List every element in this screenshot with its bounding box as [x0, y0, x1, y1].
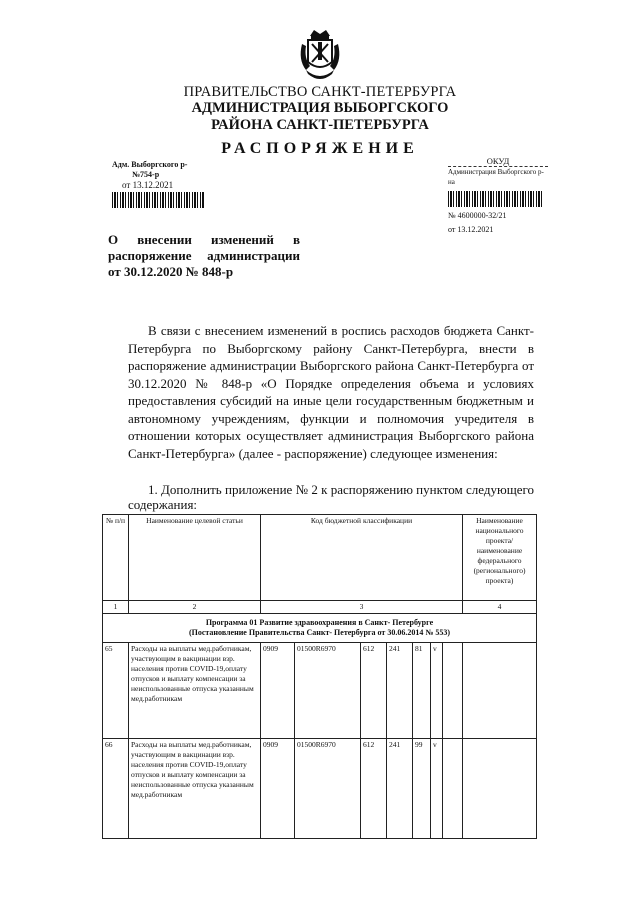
row-project: [463, 739, 537, 839]
row-num: 66: [103, 739, 129, 839]
registration-stamp-right: [448, 156, 548, 235]
row-empty: [443, 739, 463, 839]
table-program-row: [103, 614, 537, 643]
row-code-section: 0909: [261, 643, 295, 739]
government-title: ПРАВИТЕЛЬСТВО САНКТ-ПЕТЕРБУРГА: [183, 84, 457, 100]
administration-title-line2: РАЙОНА САНКТ-ПЕТЕРБУРГА: [211, 117, 429, 133]
table-header-row: [103, 515, 537, 601]
registration-stamp-left: [112, 160, 232, 208]
header-code: Код бюджетной классификации: [261, 515, 463, 601]
row-num: 65: [103, 643, 129, 739]
barcode-left: [112, 192, 204, 208]
stamp-org: Адм. Выборгского р-: [112, 160, 188, 169]
body-paragraph-text: В связи с внесением изменений в роспись расходов бюджета Санкт-Петербурга по Выборгскому району Санкт-Петербурга, внести в распоряжение администрации Выборгского района Санкт-Петербурга от 30.12.2020 № 848-р «О Порядке определения объема и условиях предоставления субсидий на иные цели государственным бюджетным и автономному учреждениям, функции и полномочия учредителя в отношении которых осуществляет администрация Выборгского района Санкт-Петербурга» (далее - распоряжение) следующее изменения:: [128, 323, 534, 461]
table-row: [103, 739, 537, 839]
okud-label: ОКУД: [486, 156, 510, 166]
program-title-line2: (Постановление Правительства Санкт- Петербурга от 30.06.2014 № 553): [188, 628, 451, 637]
row-empty: [443, 643, 463, 739]
okud-number: № 4600000-32/21: [448, 211, 507, 220]
row-code-sub: 99: [413, 739, 431, 839]
administration-title-line1: АДМИНИСТРАЦИЯ ВЫБОРГСКОГО: [191, 100, 449, 116]
document-type-title: РАСПОРЯЖЕНИЕ: [221, 140, 419, 157]
budget-classification-table: [102, 514, 537, 839]
table-column-numbers-row: [103, 601, 537, 614]
header-project: Наименование национального проекта/наименование федерального (регионального) проекта): [463, 515, 537, 601]
header-num: № п/п: [103, 515, 129, 601]
row-code-type: 612: [361, 739, 387, 839]
stamp-date: от 13.12.2021: [122, 180, 174, 190]
row-code-target: 01500R6970: [295, 643, 361, 739]
row-code-mark: v: [431, 739, 443, 839]
barcode-right: [448, 191, 544, 207]
table-row: [103, 643, 537, 739]
coat-of-arms-emblem: [296, 26, 344, 86]
col-number-3: 3: [261, 601, 463, 614]
row-code-sub: 81: [413, 643, 431, 739]
col-number-4: 4: [463, 601, 537, 614]
col-number-2: 2: [129, 601, 261, 614]
row-code-kosgu: 241: [387, 739, 413, 839]
body-paragraph: [128, 322, 534, 462]
row-code-section: 0909: [261, 739, 295, 839]
row-project: [463, 643, 537, 739]
stamp-number: №754-р: [132, 170, 160, 179]
document-subject: О внесении изменений в распоряжение администрации от 30.12.2020 № 848-р: [108, 232, 300, 279]
item-1: [128, 482, 534, 512]
okud-date: от 13.12.2021: [448, 225, 494, 234]
row-code-mark: v: [431, 643, 443, 739]
program-title: [103, 614, 537, 643]
okud-org: Администрация Выборгского р-на: [448, 168, 544, 186]
row-name: Расходы на выплаты мед.работникам, участвующим в вакцинации взр. населения против COVID-19,оплату отпусков и выплату компенсации за неиспользованные отпуска указанным мед.работникам: [129, 739, 261, 839]
header-name: Наименование целевой статьи: [129, 515, 261, 601]
row-code-kosgu: 241: [387, 643, 413, 739]
item-1-text: 1. Дополнить приложение № 2 к распоряжению пунктом следующего содержания:: [128, 482, 534, 512]
program-title-line1: Программа 01 Развитие здравоохранения в Санкт- Петербурге: [205, 618, 434, 627]
row-name: Расходы на выплаты мед.работникам, участвующим в вакцинации взр. населения против COVID-19,оплату отпусков и выплату компенсации за неиспользованные отпуска указанным мед.работникам: [129, 643, 261, 739]
administration-title: [0, 100, 640, 134]
row-code-target: 01500R6970: [295, 739, 361, 839]
col-number-1: 1: [103, 601, 129, 614]
row-code-type: 612: [361, 643, 387, 739]
